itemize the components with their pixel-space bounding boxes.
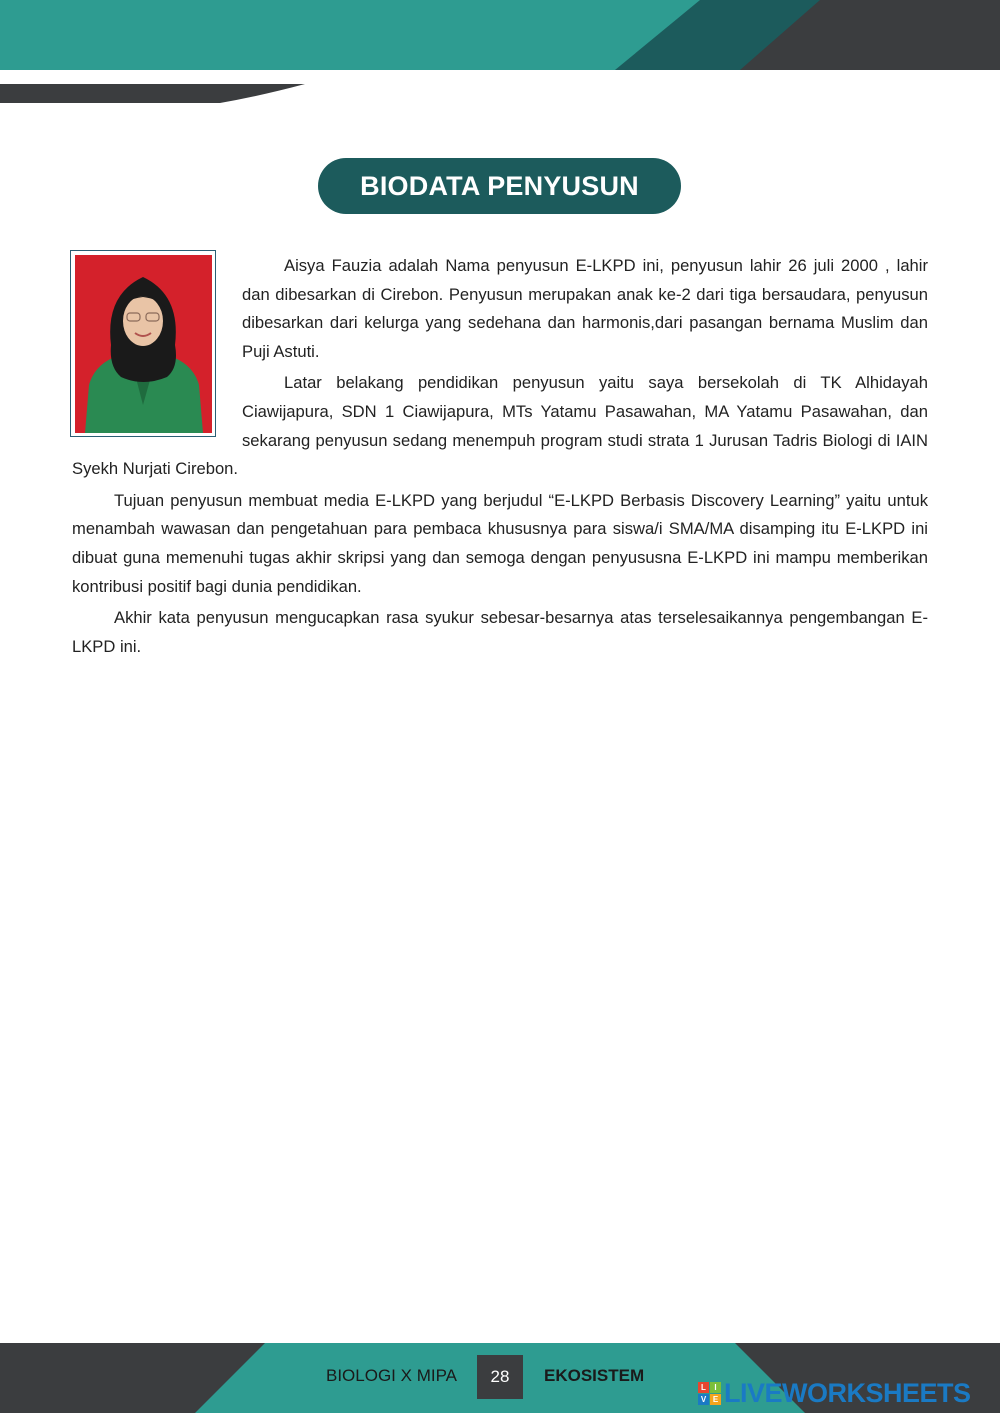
paragraph-3: Tujuan penyusun membuat media E-LKPD yang berjudul “E-LKPD Berbasis Discovery Learning” yaitu untuk menambah wawasan dan pengetahuan para pembaca khususnya para siswa/i SMA/MA disamping itu E-LKPD ini dibuat guna memenuhi tugas akhir skripsi yang dan semoga dengan penyususna E-LKPD ini mampu memberikan kontribusi positif bagi dunia pendidikan. xyxy=(72,490,928,596)
paragraph-1: Aisya Fauzia adalah Nama penyusun E-LKPD ini, penyusun lahir 26 juli 2000 , lahir dan dibesarkan di Cirebon. Penyusun merupakan anak ke-2 dari tiga bersaudara, penyusun dibesarkan dari kelurga yang sedehana dan harmonis,dari pasangan bernama Muslim dan Puji Astuti. xyxy=(242,256,928,361)
header-swoosh xyxy=(0,84,305,103)
footer-subject: BIOLOGI X MIPA xyxy=(326,1366,457,1385)
photo-spacer xyxy=(72,252,242,450)
header-decoration xyxy=(0,0,1000,110)
page-number: 28 xyxy=(477,1355,523,1399)
paragraph-4: Akhir kata penyusun mengucapkan rasa syukur sebesar-besarnya atas terselesaikannya pengembangan E-LKPD ini. xyxy=(72,608,928,656)
logo-letter-e: E xyxy=(710,1394,721,1405)
page-title: BIODATA PENYUSUN xyxy=(318,158,681,214)
liveworksheets-logo-icon xyxy=(698,1382,721,1405)
footer-chapter: EKOSISTEM xyxy=(544,1366,645,1385)
liveworksheets-watermark[interactable] xyxy=(698,1378,971,1409)
logo-letter-v: V xyxy=(698,1394,709,1405)
logo-letter-l: L xyxy=(698,1382,709,1393)
biography-text xyxy=(72,252,928,664)
liveworksheets-text: LIVEWORKSHEETS xyxy=(724,1378,971,1408)
logo-letter-i: I xyxy=(710,1382,721,1393)
paragraph-2: Latar belakang pendidikan penyusun yaitu saya bersekolah di TK Alhidayah Ciawijapura, SDN 1 Ciawijapura, MTs Yatamu Pasawahan, MA Yatamu Pasawahan, dan sekarang penyusun sedang menempuh program studi strata 1 Jurusan Tadris Biologi di IAIN Syekh Nurjati Cirebon. xyxy=(72,373,928,479)
